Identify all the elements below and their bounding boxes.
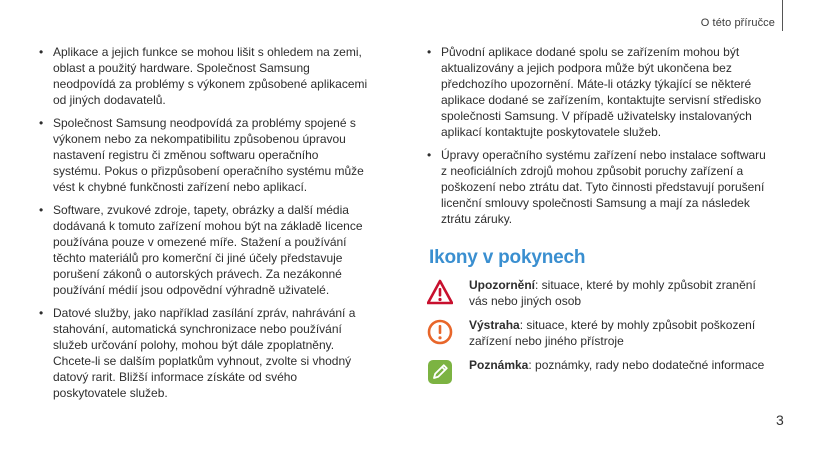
page-header-title: O této příručce bbox=[700, 17, 775, 29]
right-bullet-list bbox=[426, 44, 771, 227]
icon-legend-text bbox=[469, 277, 771, 309]
bullet-dot-icon: • bbox=[427, 45, 432, 59]
icon-legend-text bbox=[469, 317, 771, 349]
bullet-text: Aplikace a jejich funkce se mohou lišit s ohledem na zemi, oblast a použitý hardware. Společnost Samsung neodpovídá za problémy s výkonem způsobené aplikacemi od jiných dodavatelů. bbox=[53, 45, 368, 107]
bullet-text: Úpravy operačního systému zařízení nebo instalace softwaru z neoficiálních zdrojů mohou způsobit poruchy zařízení a poškození nebo ztrátu dat. Tyto činnosti představují porušení licenční smlouvy společnosti Samsung a mají za následek ztrátu záruky. bbox=[441, 148, 766, 226]
section-heading: Ikony v pokynech bbox=[429, 247, 586, 268]
left-bullet-item bbox=[38, 305, 368, 401]
warning-triangle-icon bbox=[427, 279, 453, 305]
bullet-text: Společnost Samsung neodpovídá za problémy spojené s výkonem nebo za nekompatibilitu způsobenou úpravou nastavení registru či změnou softwaru operačního systému. Pokus o přizpůsobení operačního systému může vést k chybné funkčnosti zařízení nebo aplikací. bbox=[53, 116, 364, 194]
left-column bbox=[38, 44, 368, 408]
bullet-dot-icon: • bbox=[39, 203, 44, 217]
bullet-dot-icon: • bbox=[39, 306, 44, 320]
icon-term: Upozornění bbox=[469, 278, 535, 292]
icon-legend-caution bbox=[426, 317, 771, 349]
bullet-dot-icon: • bbox=[39, 116, 44, 130]
right-bullet-item bbox=[426, 147, 771, 227]
icon-legend-text bbox=[469, 357, 764, 373]
note-pencil-icon bbox=[427, 359, 453, 385]
icon-term: Výstraha bbox=[469, 318, 520, 332]
left-bullet-item bbox=[38, 115, 368, 195]
bullet-dot-icon: • bbox=[427, 148, 432, 162]
left-bullet-item bbox=[38, 44, 368, 108]
right-bullet-item bbox=[426, 44, 771, 140]
bullet-dot-icon: • bbox=[39, 45, 44, 59]
icon-desc: : poznámky, rady nebo dodatečné informace bbox=[528, 358, 765, 372]
left-bullet-list bbox=[38, 44, 368, 401]
icon-term: Poznámka bbox=[469, 358, 529, 372]
left-bullet-item bbox=[38, 202, 368, 298]
bullet-text: Software, zvukové zdroje, tapety, obrázky a další média dodávaná k tomuto zařízení mohou být na základě licence používána pouze v omezené míře. Stažení a používání těchto materiálů pro komerční či jiné účely představuje porušení zákonů o autorských právech. Za nezákonné používání médií jsou odpovědní výhradně uživatelé. bbox=[53, 203, 363, 297]
page-number: 3 bbox=[776, 412, 784, 428]
icon-legend-warning bbox=[426, 277, 771, 309]
header-divider bbox=[782, 0, 783, 31]
icon-desc: : situace, které by mohly způsobit zranění vás nebo jiných osob bbox=[469, 278, 756, 308]
icon-desc: : situace, které by mohly způsobit poškození zařízení nebo jiného přístroje bbox=[469, 318, 756, 348]
bullet-text: Datové služby, jako například zasílání zpráv, nahrávání a stahování, automatická synchronizace nebo používání služeb určování polohy, mohou být dále zpoplatněny. Chcete-li se dalším poplatkům vyhnout, zvolte si vhodný datový rarit. Bližší informace získáte od svého poskytovatele služeb. bbox=[53, 306, 356, 400]
icon-legend-note bbox=[426, 357, 771, 385]
caution-circle-icon bbox=[427, 319, 453, 345]
bullet-text: Původní aplikace dodané spolu se zařízením mohou být aktualizovány a jejich podpora může být ukončena bez předchozího upozornění. Máte-li otázky týkající se některé aplikace dodané se zařízením, kontaktujte servisní středisko společnosti Samsung. V případě uživatelsky instalovaných aplikací kontaktujte poskytovatele služeb. bbox=[441, 45, 762, 139]
right-column bbox=[426, 44, 771, 393]
